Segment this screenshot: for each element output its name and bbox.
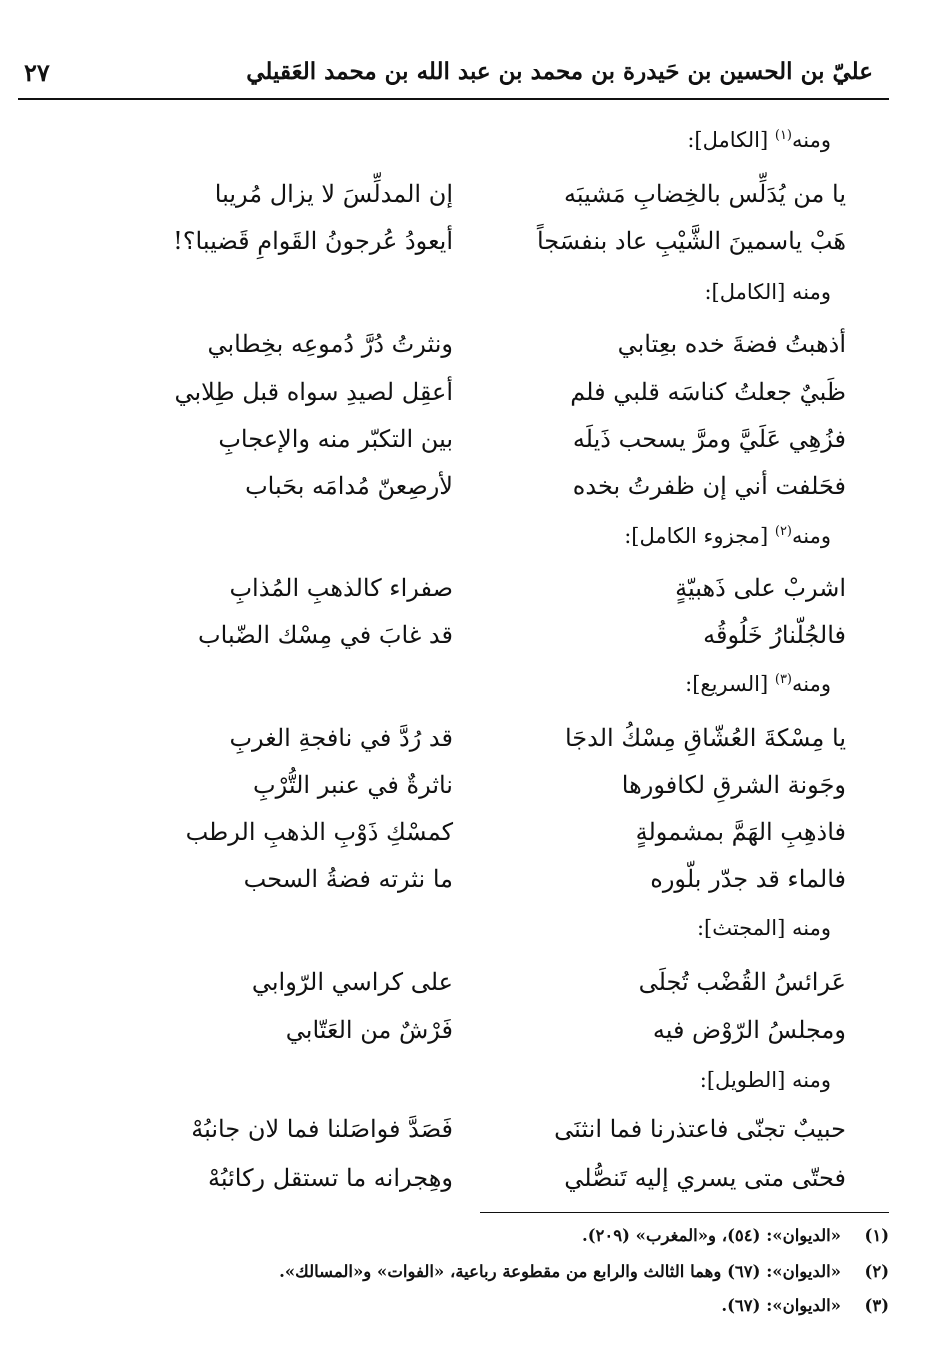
verse-hemistich-right: فاذهِبِ الهَمَّ بمشمولةٍ	[635, 818, 846, 846]
verse-hemistich-right: فحتّى متى يسري إليه تَنصُّلي	[564, 1164, 846, 1192]
footnote-ref: (٣)	[774, 672, 792, 687]
footnote-text: «الديوان»: (٦٧) وهما الثالث والرابع من مقطوعة رباعية، «الفوات» و«المسالك».	[279, 1262, 841, 1281]
verse-hemistich-right: حبيبٌ تجنّى فاعتذرنا فما انثنَى	[554, 1115, 846, 1143]
verse-hemistich-left: أعقِل لصيدِ سواه قبل طِلابي	[174, 378, 453, 406]
footnote	[69, 1262, 889, 1281]
section-intro: ومنه [الكامل]:	[704, 280, 831, 304]
verse-hemistich-left: لأرصِعنّ مُدامَه بحَباب	[245, 472, 453, 500]
verse-hemistich-right: ومجلسُ الرّوْض فيه	[652, 1016, 846, 1044]
verse-hemistich-right: فحَلفت أني إن ظفرتُ بخده	[572, 472, 846, 500]
verse-hemistich-left: قد غابَ في مِسْك الضّباب	[198, 621, 453, 649]
section-intro: ومنه [الطويل]:	[699, 1068, 831, 1092]
verse-hemistich-left: ونثرتُ دُرَّ دُموعِه بخِطابي	[207, 330, 453, 358]
footnote	[69, 1296, 889, 1315]
header-rule	[18, 98, 889, 100]
verse-hemistich-left: فَصَدَّ فواصَلنا فما لان جانبُهْ	[191, 1115, 453, 1143]
section-intro: ومنه$^{(١)}$ [الكامل]:	[687, 128, 831, 152]
footnote-text: «الديوان»: (٦٧).	[721, 1296, 841, 1315]
verse-hemistich-left: وهِجرانه ما تستقل ركائبُهْ	[207, 1164, 453, 1192]
footnote	[69, 1226, 889, 1245]
verse-hemistich-right: أذهبتُ فضةَ خده بعِتابي	[617, 330, 846, 358]
verse-hemistich-right: اشربْ على ذَهبيّةٍ	[675, 574, 846, 602]
running-header-title: عليّ بن الحسين بن حَيدرة بن محمد بن عبد الله بن محمد العَقيلي	[246, 58, 873, 85]
verse-hemistich-left: فَرْشٌ من العَتّابي	[285, 1016, 453, 1044]
verse-hemistich-left: بين التكبّر منه والإعجابِ	[218, 425, 453, 453]
footnote-number: (٢)	[864, 1262, 889, 1281]
section-intro: ومنه$^{(٢)}$ [مجزوء الكامل]:	[624, 524, 831, 548]
verse-hemistich-left: إن المدلِّسَ لا يزال مُريبا	[214, 180, 453, 208]
footnote-ref: (٢)	[774, 524, 792, 539]
verse-hemistich-left: قد رُدَّ في نافجةِ الغربِ	[229, 724, 453, 752]
section-intro: ومنه$^{(٣)}$ [السريع]:	[685, 672, 831, 696]
footnote-ref: (١)	[774, 128, 792, 143]
verse-hemistich-right: يا مِسْكةَ العُشّاقِ مِسْكُ الدجَا	[564, 724, 846, 752]
footnote-text: «الديوان»: (٥٤)، و«المغرب» (٢٠٩).	[581, 1226, 841, 1245]
verse-hemistich-right: فالماء قد جدّر بلّوره	[650, 865, 846, 893]
verse-hemistich-right: وجَونة الشرقِ لكافورها	[621, 771, 846, 799]
verse-hemistich-left: على كراسي الرّوابي	[251, 968, 453, 996]
verse-hemistich-right: يا من يُدَلِّس بالخِضابِ مَشيبَه	[564, 180, 846, 208]
verse-hemistich-left: ما نثرته فضةُ السحب	[243, 865, 453, 893]
verse-hemistich-left: أيعودُ عُرجونُ القَوامِ قَضيبا؟!	[173, 227, 453, 255]
footnote-number: (٣)	[864, 1296, 889, 1315]
footnote-number: (١)	[864, 1226, 889, 1245]
verse-hemistich-right: فزُهِي عَلَيَّ ومرَّ يسحب ذَيلَه	[572, 425, 846, 453]
verse-hemistich-left: كمسْكِ ذَوْبِ الذهبِ الرطب	[185, 818, 453, 846]
verse-hemistich-right: ظَبيٌ جعلتُ كناسَه قلبي فلم	[570, 378, 846, 406]
verse-hemistich-right: فالجُلّنارُ خَلُوقُه	[703, 621, 846, 649]
verse-hemistich-left: ناثرةٌ في عنبر التُّرْبِ	[253, 771, 453, 799]
page-number: ٢٧	[24, 58, 50, 87]
section-intro: ومنه [المجتث]:	[696, 916, 831, 940]
verse-hemistich-left: صفراء كالذهبِ المُذابِ	[229, 574, 453, 602]
verse-hemistich-right: هَبْ ياسمينَ الشَّيْبِ عاد بنفسَجاً	[536, 227, 846, 255]
verse-hemistich-right: عَرائسُ القُضْب تُجلَى	[638, 968, 846, 996]
footnote-rule	[480, 1212, 889, 1213]
